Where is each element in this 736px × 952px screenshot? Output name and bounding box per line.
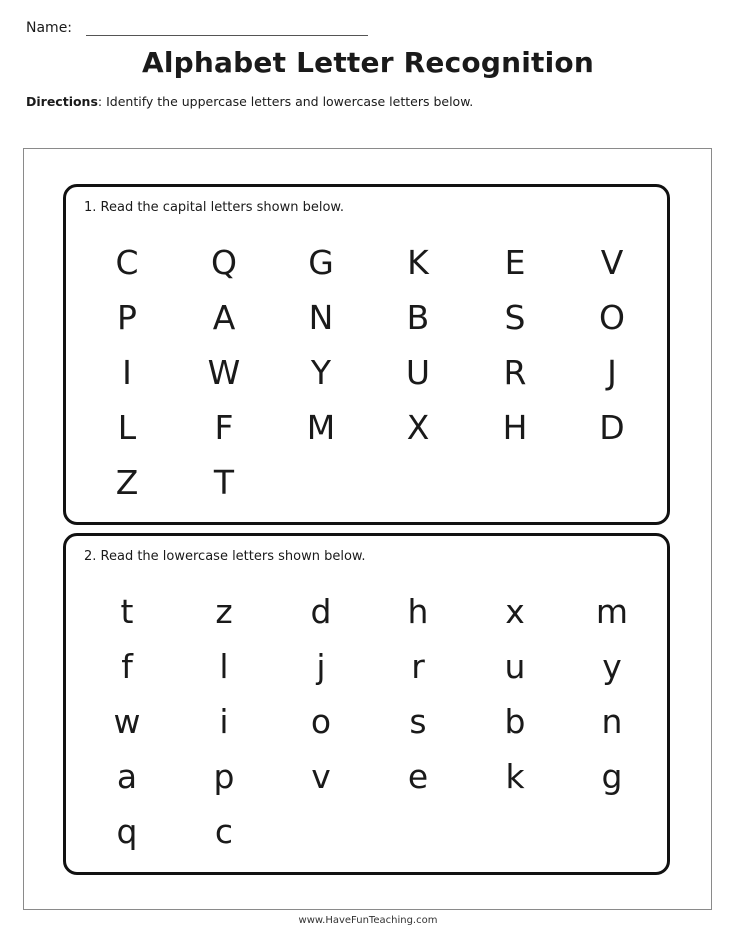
lowercase-letter: b [504,702,526,741]
lowercase-letter: j [316,647,326,686]
capital-letter: I [122,353,132,392]
capital-letter: O [599,298,625,337]
lowercase-letter: c [214,812,234,851]
lowercase-letter: l [219,647,229,686]
lowercase-letter: m [595,592,629,631]
capital-letter: E [504,243,526,282]
capital-letter: H [502,408,528,447]
lowercase-letters-panel [63,533,670,875]
capital-letter: A [212,298,236,337]
lowercase-letter: y [602,647,622,686]
lowercase-letter: g [601,757,623,796]
lowercase-letter: v [311,757,331,796]
lowercase-letter: a [116,757,138,796]
capital-letter: R [503,353,527,392]
directions-text: : Identify the uppercase letters and lowercase letters below. [97,94,474,109]
capital-letter: N [308,298,334,337]
capital-letter: K [407,243,429,282]
name-line[interactable] [86,35,368,36]
lowercase-letter: x [505,592,525,631]
page-title: Alphabet Letter Recognition [142,46,594,79]
lowercase-letter: w [113,702,141,741]
capital-letter: M [306,408,336,447]
capital-letter: G [308,243,334,282]
capital-letter: W [207,353,241,392]
capital-letter: F [214,408,234,447]
capital-letter: T [213,463,235,502]
lowercase-letter: n [601,702,623,741]
capital-letter: B [406,298,430,337]
capital-letter: Y [310,353,332,392]
directions-label: Directions [26,94,98,109]
capital-letter: U [405,353,431,392]
lowercase-letter: q [116,812,138,851]
lowercase-letter: r [411,647,425,686]
capital-letter: V [600,243,624,282]
lowercase-letter: o [310,702,332,741]
capital-letters-instruction: 1. Read the capital letters shown below. [84,200,344,215]
lowercase-letter: s [409,702,427,741]
capital-letter: Z [115,463,139,502]
name-label: Name: [26,20,73,36]
capital-letter: L [117,408,137,447]
directions [26,94,473,109]
lowercase-letter: i [219,702,229,741]
lowercase-letter: h [407,592,429,631]
lowercase-letter: k [505,757,525,796]
lowercase-letter: d [310,592,332,631]
lowercase-letters-instruction: 2. Read the lowercase letters shown below. [84,549,366,564]
capital-letter: C [115,243,139,282]
lowercase-letter: f [121,647,133,686]
lowercase-letter: t [120,592,134,631]
lowercase-letter: e [407,757,429,796]
capital-letter: D [599,408,625,447]
capital-letter: J [607,353,617,392]
capital-letter: X [406,408,430,447]
footer-url: www.HaveFunTeaching.com [298,915,438,926]
capital-letters-panel [63,184,670,525]
lowercase-letter: z [215,592,233,631]
capital-letter: Q [211,243,237,282]
capital-letter: S [504,298,526,337]
lowercase-letter: p [213,757,235,796]
lowercase-letter: u [504,647,526,686]
capital-letter: P [117,298,137,337]
